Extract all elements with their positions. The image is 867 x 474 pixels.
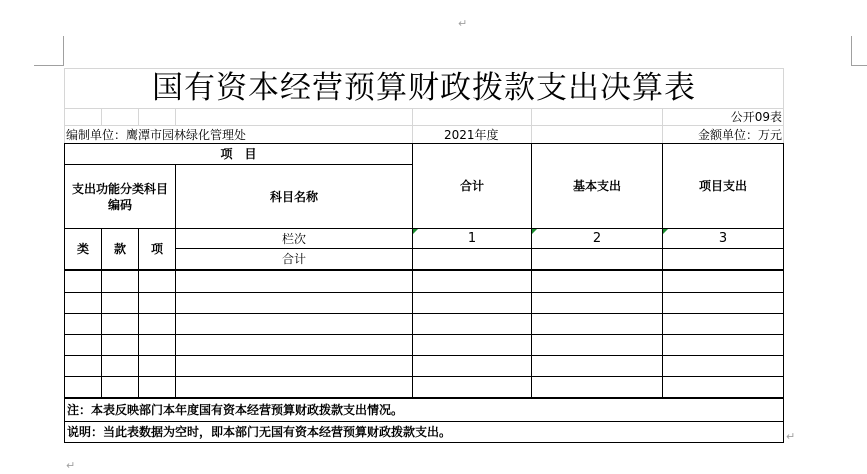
grid-line — [175, 108, 176, 125]
header-func-code: 支出功能分类科目编码 — [71, 181, 168, 212]
header-total: 合计 — [459, 179, 484, 193]
amount-unit: 金额单位：万元 — [697, 128, 782, 142]
grid-line — [64, 108, 784, 109]
crop-mark-right-v — [851, 36, 852, 65]
notes-top-thick — [64, 397, 784, 399]
header-kuan: 款 — [113, 242, 126, 256]
row-divider — [64, 334, 784, 335]
column-index-1: 1 — [467, 230, 477, 246]
form-code: 公开09表 — [730, 110, 782, 124]
paragraph-mark-top: ↵ — [458, 17, 468, 30]
grid-line — [662, 108, 663, 144]
header-subject-name: 科目名称 — [269, 189, 318, 204]
row-divider — [64, 292, 784, 293]
grid-line — [412, 108, 413, 144]
crop-mark-right-h — [851, 65, 867, 66]
notes-divider — [64, 421, 784, 422]
note-text: 注：本表反映部门本年度国有资本经营预算财政拨款支出情况。 — [67, 403, 404, 417]
header-project: 项 目 — [220, 147, 257, 161]
header-bottom-thick — [64, 269, 784, 271]
row-divider — [64, 376, 784, 377]
grid-line — [101, 108, 102, 125]
table-border-bottom — [64, 442, 784, 443]
grid-line — [531, 108, 532, 144]
header-lei: 类 — [76, 242, 89, 256]
report-year: 2021年度 — [444, 128, 499, 142]
cell-indicator-icon — [532, 229, 537, 234]
column-index-label: 栏次 — [281, 231, 306, 246]
header-xiang: 项 — [150, 242, 163, 256]
cell-indicator-icon — [663, 229, 668, 234]
paragraph-mark-bottom: ↵ — [66, 459, 76, 472]
crop-mark-left-h — [34, 65, 64, 66]
explanation-text: 说明：当此表数据为空时，即本部门无国有资本经营预算财政拨款支出。 — [67, 425, 452, 439]
column-index-2: 2 — [592, 230, 602, 246]
sum-row-label: 合计 — [281, 252, 306, 266]
column-index-3: 3 — [718, 230, 728, 246]
row-divider — [64, 355, 784, 356]
header-basic: 基本支出 — [572, 179, 621, 193]
reporting-unit: 编制单位：鹰潭市园林绿化管理处 — [66, 128, 247, 142]
page-title: 国有资本经营预算财政拨款支出决算表 — [152, 70, 696, 106]
grid-line — [138, 108, 139, 125]
grid-line — [64, 125, 784, 126]
crop-mark-left-v — [63, 36, 64, 65]
paragraph-mark-right: ↵ — [786, 430, 796, 443]
cell-indicator-icon — [413, 229, 418, 234]
header-project-exp: 项目支出 — [698, 179, 747, 193]
row-divider — [64, 313, 784, 314]
